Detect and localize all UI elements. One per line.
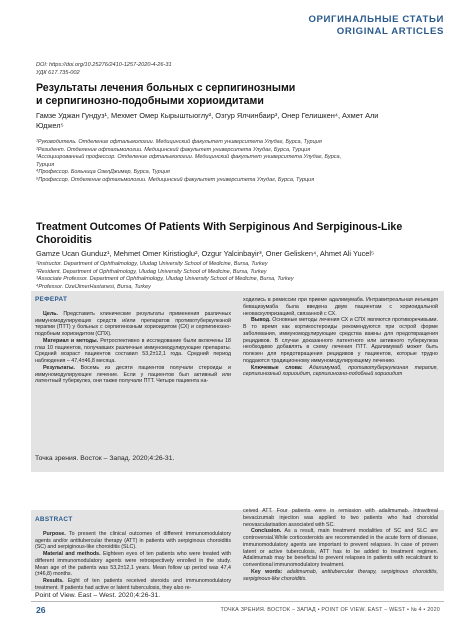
udc-code: УДК 617.735-002 [36, 69, 80, 76]
title-en-line-1: Treatment Outcomes Of Patients With Serpiginous And Serpiginous-Like [36, 221, 403, 233]
abstract-ru-right-column [243, 297, 438, 378]
affiliations-ru [36, 139, 441, 185]
conclusion-text-ru: Основные методы лечения СХ и СПХ являются противоречивыми. В то время как кортикостероиды рекомендуются при острой форме заболевания, иммуномодулирующие средства важны для предотвращения рецидивов. В случае доказанного латентного или активного туберкулеза необходимо добавлять в схему лечения ПТТ. Адалимумаб может быть полезен для предотвращения рецидивов у пациентов, которые трудно поддаются традиционному иммуномодулирующему лечению. [243, 317, 438, 364]
purpose-label-en: Purpose. [43, 530, 66, 537]
purpose-text-en: To present the clinical outcomes of different immunomodulatory agents and/or antitubercular therapy (ATT) in patients with serpiginous choroiditis (SC) and serpiginous-like choroiditis (SLC). [35, 530, 231, 551]
authors-en: Gamze Ucan Gunduz¹, Mehmet Omer Kiristioglu², Ozgur Yalcinbayir³, Oner Gelisken⁴, Ahmet Ali Yucel⁵ [36, 249, 375, 258]
methods-text-en: Eighteen eyes of ten patients who were treated with different immunomodulatory agents were retrospectively enrolled in the study. Mean age of the patients was 53,2±12,1 years. Mean follow up period was 47,4 (±46,8) months. [35, 551, 231, 578]
abstract-en-left-column [35, 517, 231, 592]
affiliation-en-2: ²Resident. Department of Ophthalmology, Uludag University School of Medicine, Bursa, Turkey [36, 268, 267, 275]
results-label-en: Results. [43, 578, 64, 584]
authors-ru-line-2: Юджел⁵ [36, 121, 64, 131]
running-footer: ТОЧКА ЗРЕНИЯ. ВОСТОК – ЗАПАД • POINT OF VIEW. EAST – WEST • № 4 • 2020 [220, 607, 440, 613]
results-cont-en: ceived ATT. Four patients were in remission with adalimumab. Intravitreal bevacizumab injection was applied to two patients who had choroidal neovascularisation associated with SC. [243, 508, 438, 528]
affiliation-ru-1: ¹Руководитель. Отделение офтальмологии. Медицинский факультет университета Улудаг, Бурса, Турция [36, 139, 322, 145]
methods-text-ru: Ретроспективно в исследование были включены 18 глаз 10 пациентов, получавших различные иммуномодулирующие препараты. Средний возраст пациентов составил 53,2±12,1 года. Средний период наблюдения – 47,4±46,8 месяца. [35, 337, 231, 364]
affiliation-ru-3-cont: Турция [36, 161, 55, 168]
section-label-ru: ОРИГИНАЛЬНЫЕ СТАТЬИ [308, 14, 444, 25]
abstract-ru-box [31, 291, 444, 472]
abstract-en-heading: ABSTRACT [35, 516, 73, 523]
section-label [308, 14, 444, 38]
abstract-ru-heading: РЕФЕРАТ [35, 296, 68, 303]
footer-divider [31, 601, 444, 602]
conclusion-label-ru: Вывод. [251, 317, 271, 324]
page-number: 26 [36, 605, 46, 615]
affiliation-en-3: ³Associate Professor. Department of Ophthalmology, Uludag University School of Medicine, Bursa, Turkey [36, 276, 294, 283]
section-label-en: ORIGINAL ARTICLES [336, 26, 444, 37]
title-en-line-2: Choroiditis [36, 234, 92, 247]
results-text-en: Eight of ten patients received steroids and immunomodulatory treatment. If patients had active or latent tuberculosis, they also re- [35, 578, 231, 591]
abstract-en-box [31, 510, 444, 591]
doi-block [36, 62, 441, 77]
affiliation-ru-5: ⁵Профессор. Отделение офтальмологии. Медицинский факультет университета Улудаг, Бурса, Турция [36, 176, 315, 183]
conclusion-text-en: As a result, main treatment modalities of SC and SLC are controversial.While corticosteroids are recommended in the acute form of disease, immunomodulatory agents are important to prevent relapses. In case of proven latent or active tuberculosis, ATT has to be added to treatment regimen. Adalimumab may be beneficial to prevent relapses in patients with recalcitrant to conventional immunomodulatory treatment. [243, 528, 438, 568]
keywords-label-ru: Ключевые слова: [251, 364, 303, 371]
keywords-label-en: Key words: [251, 568, 283, 575]
authors-ru [36, 111, 441, 131]
methods-label-ru: Материал и методы. [43, 337, 99, 344]
affiliation-ru-4: ⁴Профессор. Больница ОзелДжимер, Бурса, Турция [36, 169, 170, 176]
affiliation-ru-3: ³Ассоциированный профессор. Отделение офтальмологии. Медицинский факультет университета Улудаг, Бурса, [36, 154, 342, 161]
abstract-ru-left-column [35, 297, 231, 385]
affiliation-ru-2: ²Резидент. Отделение офтальмологии. Медицинский факультет университета Улудаг, Бурса, Турция [36, 146, 311, 153]
affiliation-en-4: ⁴Professor. OzelJimerHastanesi, Bursa, Turkey [36, 283, 151, 290]
title-en [36, 221, 441, 247]
results-text-ru: Восемь из десяти пациентов получали стероиды и иммуномодулирующее лечение. Если у пациентов был активный или латентный туберкулез, они также получали ПТТ. Четыре пациента на- [35, 364, 231, 385]
methods-label-en: Material and methods. [43, 551, 101, 557]
authors-ru-line-1: Гамзе Уджан Гундуз¹, Мехмет Омер Кырыштыоглу², Озгур Ялчинбаир³, Онер Гелишкен⁴, Ахмет Али [36, 111, 379, 120]
abstract-en-right-column [243, 508, 438, 582]
results-label-ru: Результаты. [43, 364, 76, 371]
citation-ru: Точка зрения. Восток – Запад. 2020;4:26-31. [35, 455, 175, 462]
title-ru-line-1: Результаты лечения больных с серпигинозными [36, 82, 296, 94]
doi-link[interactable]: DOI: https://doi.org/10.25276/2410-1257-2020-4-26-31 [36, 62, 172, 68]
purpose-text-ru: Представить клинические результаты применения различных иммуномодулирующих средств и/или препаратов противотуберкулезной терапии (ПТТ) у больных с серпигинозным хориоидитом (СХ) и серпигинозно-подобным хориоидитом (СПХ). [35, 310, 231, 337]
citation-en: Point of View. East – West. 2020;4:26-31. [35, 592, 161, 599]
title-ru-line-2: и серпигинозно-подобными хориоидитами [36, 95, 264, 108]
keywords-text-ru: Адалимумаб, противотуберкулезная терапия, серпигинозный хориоидит, серпигинозно-подобный хориоидит [243, 364, 438, 378]
purpose-label-ru: Цель. [43, 310, 58, 317]
conclusion-label-en: Conclusion. [251, 528, 282, 535]
affiliation-en-1: ¹Instructor. Department of Ophthalmology, Uludag University School of Medicine, Bursa, Turkey [36, 261, 268, 267]
title-ru [36, 82, 441, 108]
results-cont-ru: ходились в ремиссии при приеме адалимумаба. Интравитреальная инъекция бевацизумаба была введена двум пациентам с хориоидальной неоваскуляризацией, связанной с СХ. [243, 297, 438, 317]
keywords-text-en: adalimumab, antitubercular therapy, serpiginous choroiditis, serpiginous-like choroiditis. [243, 568, 438, 582]
